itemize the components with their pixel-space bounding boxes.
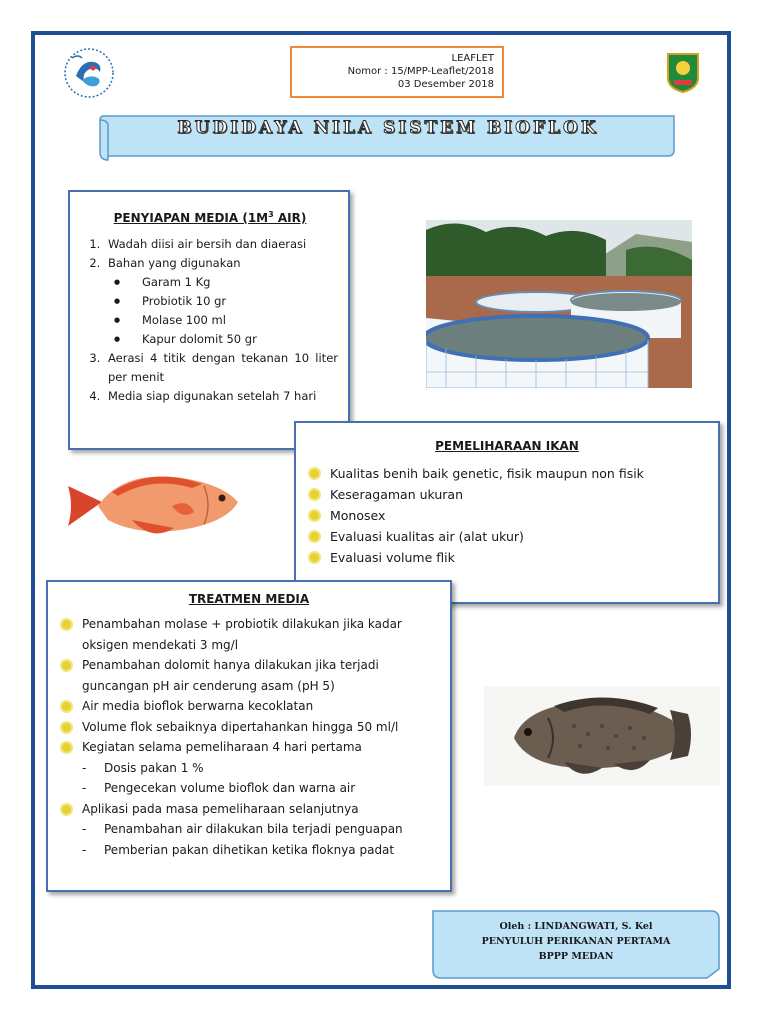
author-box <box>431 909 721 980</box>
list-item: 1. Wadah diisi air bersih dan diaerasi <box>104 235 338 254</box>
list-item: Kualitas benih baik genetic, fisik maupun non fisik <box>330 463 708 484</box>
list-item: ● Molase 100 ml <box>138 311 338 330</box>
title-banner <box>98 112 678 162</box>
leaflet-header <box>290 46 504 98</box>
list-item: 2. Bahan yang digunakan ● Garam 1 Kg ● Probiotik 10 gr ● Molase 100 ml ● Kapur dolomit 50 gr <box>104 254 338 349</box>
leaflet-number: Nomor : 15/MPP-Leaflet/2018 <box>347 66 494 77</box>
media-steps <box>82 235 338 406</box>
list-item: ● Garam 1 Kg <box>138 273 338 292</box>
regional-emblem-icon <box>666 50 700 94</box>
list-item: ● Kapur dolomit 50 gr <box>138 330 338 349</box>
list-item: ● Probiotik 10 gr <box>138 292 338 311</box>
materials-list <box>108 273 338 349</box>
list-item: Volume flok sebaiknya dipertahankan hingga 50 ml/l <box>82 717 440 738</box>
author-office: BPPP MEDAN <box>538 951 614 962</box>
tilapia-photo <box>484 686 720 786</box>
list-item: Penambahan air dilakukan bila terjadi penguapan - <box>104 819 440 840</box>
list-item: 3. Aerasi 4 titik dengan tekanan 10 liter per menit <box>104 349 338 387</box>
red-tilapia-photo <box>62 462 242 548</box>
list-item: Keseragaman ukuran <box>330 484 708 505</box>
list-item: Evaluasi kualitas air (alat ukur) <box>330 526 708 547</box>
list-item: Pengecekan volume bioflok dan warna air - <box>104 778 440 799</box>
list-item: Penambahan dolomit hanya dilakukan jika terjadi guncangan pH air cenderung asam (pH 5) <box>82 655 440 696</box>
bioflok-pond-photo <box>426 220 692 388</box>
list-item: Evaluasi volume flik <box>330 547 708 568</box>
list-item: Aplikasi pada masa pemeliharaan selanjutnya Penambahan air dilakukan bila terjadi penguapan - Pemberian pakan dihetikan ketika floknya padat - <box>82 799 440 861</box>
list-item: Monosex <box>330 505 708 526</box>
list-item: Kegiatan selama pemeliharaan 4 hari pertama Dosis pakan 1 % - Pengecekan volume bioflok dan warna air - <box>82 737 440 799</box>
media-treatment-box <box>46 580 452 892</box>
author-name: Oleh : LINDANGWATI, S. Kel <box>499 921 653 932</box>
leaflet-label: LEAFLET <box>451 53 494 64</box>
next-phase-list <box>82 819 440 860</box>
ministry-logo-icon <box>62 46 116 100</box>
first-days-list <box>82 758 440 799</box>
author-position: PENYULUH PERIKANAN PERTAMA <box>481 936 671 947</box>
list-item: Penambahan molase + probiotik dilakukan jika kadar oksigen mendekati 3 mg/l <box>82 614 440 655</box>
leaflet-date: 03 Desember 2018 <box>397 79 494 90</box>
fish-care-box <box>294 421 720 604</box>
list-item: Air media bioflok berwarna kecoklatan <box>82 696 440 717</box>
fish-care-list <box>306 463 708 568</box>
media-preparation-title: PENYIAPAN MEDIA ($1M^3$ AIR) <box>113 210 307 225</box>
banner-title: BUDIDAYA NILA SISTEM BIOFLOK <box>177 118 599 138</box>
media-treatment-title: TREATMEN MEDIA <box>188 592 310 606</box>
list-item: Dosis pakan 1 % - <box>104 758 440 779</box>
media-treatment-list <box>58 614 440 860</box>
list-item: 4. Media siap digunakan setelah 7 hari <box>104 387 338 406</box>
list-item: Pemberian pakan dihetikan ketika floknya padat - <box>104 840 440 861</box>
fish-care-title: PEMELIHARAAN IKAN <box>435 439 579 453</box>
media-preparation-box <box>68 190 350 450</box>
